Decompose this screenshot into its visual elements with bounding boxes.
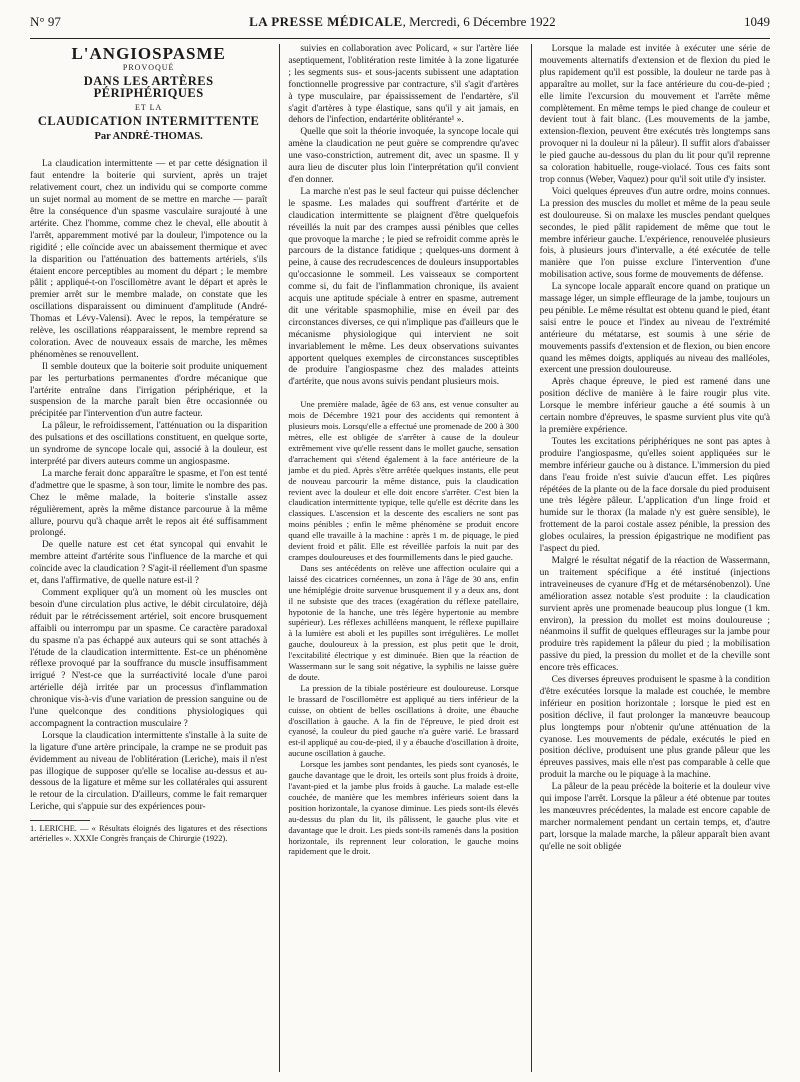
issue-date: Mercredi, 6 Décembre 1922: [409, 14, 556, 29]
paragraph: Lorsque la claudication intermittente s'installe à la suite de la ligature d'une artère principale, la crampe ne se produit pas évidemment au niveau de l'oblitération (Leriche), mais il n'est pas illogique de supposer qu'elle se localise au-dessus et au-dessous de la ligature et même sur les collatérales qui assurent le retour de la circulation. D'ailleurs, comme le fait remarquer Leriche, qui s'appuie sur des expériences pour-: [30, 730, 268, 813]
footnote-divider: [30, 820, 90, 821]
paragraph: La marche n'est pas le seul facteur qui puisse déclencher le spasme. Les malades qui souffrent d'artérite et de claudication intermittente se plaignent d'être quelquefois réveillés la nuit par des crampes aussi pénibles que celles que provoque la marche ; le pied se refroidit comme après le parcours de la distance fatidique ; quelques-uns dorment à peine, à cause des recrudescences de douleurs insupportables qu'occasionne le sommeil. Les vaisseaux se comportent comme si, du fait de l'inflammation chronique, ils avaient acquis une aptitude spéciale à entrer en spasme, autrement dit une véritable spasmophilie, mise en éveil par des circonstances diverses, ce qui n'implique pas d'ailleurs que le mécanisme physiologique qui intervient ne soit invariablement le même. Les deux observations suivantes apportent quelques exemples de circonstances susceptibles de produire l'angiospasme chez des malades atteints d'artérite, que nous avons suivis pendant plusieurs mois.: [288, 186, 519, 388]
column-3: [531, 44, 770, 1072]
article-title: L'ANGIOSPASME: [71, 44, 226, 63]
page-number: 1049: [743, 14, 770, 29]
paragraph: suivies en collaboration avec Policard, « sur l'artère liée aseptiquement, l'oblitération reste limitée à la zone ligaturée ; les segments sus- et sous-jacents subissent une adaptation fonctionnelle progressive par contracture, s'il s'agit d'artères à type musculaire, par épaississement de l'endartère, s'il s'agit d'artères à type élastique, sans qu'il y ait jamais, en dehors de l'infection, endartérite oblitérante¹ ».: [288, 44, 519, 126]
section-spacer: [288, 389, 518, 399]
paragraph: Voici quelques épreuves d'un autre ordre, moins connues. La pression des muscles du mollet et même de la peau seule est douloureuse. Si on malaxe les muscles pendant quelques secondes, le pied pâlit rapidement de même que tout le membre inférieur gauche. L'expérience, renouvelée plusieurs fois, à plusieurs jours d'intervalle, a été exécutée de telle manière que l'on puisse exclure l'intervention d'une mobilisation active, sous forme de mouvements de défense.: [539, 186, 770, 281]
page-header: [30, 14, 770, 39]
paragraph: La marche ferait donc apparaître le spasme, et l'on est tenté d'admettre que le spasme, à son tour, limite le nombre des pas. Chez le même malade, la boiterie s'installe assez régulièrement, après la même distance parcourue à la même allure, pourvu qu'à chaque arrêt le repos ait été suffisamment prolongé.: [30, 468, 268, 539]
article-columns: [30, 44, 770, 1074]
article-author: Par ANDRÉ-THOMAS.: [94, 131, 203, 143]
paragraph: Malgré le résultat négatif de la réaction de Wassermann, un traitement spécifique a été institué (injections intraveineuses de cyanure d'Hg et de métarsénobenzol). Une amélioration assez notable s'est produite : la claudication survient après une promenade beaucoup plus longue (1 km. environ), la pression du mollet est moins douloureuse ; néanmoins il suffit de quelques effleurages sur la jambe pour produire très rapidement la pâleur du pied ; la mobilisation passive du pied, la pression du mollet et de la cheville sont encore très efficaces.: [539, 555, 770, 674]
case-paragraph: Lorsque les jambes sont pendantes, les pieds sont cyanosés, le gauche davantage que le droit, les orteils sont plus froids à droite, l'avant-pied et la jambe plus froids à gauche. La malade est-elle couchée, de manière que les membres inférieurs soient dans la position horizontale, la cyanose diminue. Les pieds sont-ils élevés au-dessus du plan du lit, ils pâlissent, le gauche plus vite et davantage que le droit. Les pieds sont-ils ramenés dans la position horizontale, ils reprennent leur coloration, le gauche moins rapidement que le droit.: [288, 759, 519, 857]
article-subtitle-2: CLAUDICATION INTERMITTENTE: [37, 113, 260, 128]
case-paragraph: Une première malade, âgée de 63 ans, est venue consulter au mois de Décembre 1921 pour des accidents qui remontent à plusieurs mois. Lorsqu'elle a effectué une promenade de 200 à 300 mètres, elle est obligée de s'arrêter à cause de la douleur extrêmement vive qu'elle ressent dans le mollet gauche, sensation d'arrachement qui s'étend également à la face antérieure de la jambe et du pied. Après s'être arrêtée quelques instants, elle peut de nouveau parcourir la même distance, puis la claudication revient avec la douleur et elle doit encore s'arrêter. C'est bien la claudication intermittente typique, telle qu'elle est décrite dans les classiques. L'ascension et la descente des escaliers ne sont pas moins pénibles ; enfin le même phénomène se produit encore quand elle travaille à la machine : après 1 m. de piquage, le pied devient froid et pâlit. Elle est réveillée parfois la nuit par des crampes douloureuses et des fourmillements dans le pied gauche.: [288, 399, 519, 562]
case-report: [288, 399, 518, 857]
column-2: [279, 44, 518, 1072]
paragraph: Après chaque épreuve, le pied est ramené dans une position déclive de manière à le faire rougir plus vite. Lorsque le membre inférieur gauche a été soumis à un certain nombre d'épreuves, le spasme survient plus vite qu'à la première expérience.: [539, 377, 770, 435]
paragraph: Comment expliquer qu'à un moment où les muscles ont besoin d'une circulation plus active, le débit circulatoire, déjà réduit par le rétrécissement artériel, soit encore brusquement affaibli ou interrompu par un spasme. Ce caractère paradoxal du spasme n'a pas échappé aux auteurs qui se sont attachés à l'étude de la claudication intermittente. Est-ce un phénomène réflexe provoqué par la souffrance du muscle insuffisamment irrigué ? N'est-ce que la surréactivité locale d'une paroi artérielle déjà irritée par un processus d'inflammation chronique vis-à-vis d'une variation de pression sanguine ou de l'une quelconque des conditions physiologiques qui accompagnent la contraction musculaire ?: [30, 587, 268, 729]
paragraph: La claudication intermittente — et par cette désignation il faut entendre la boiterie qui survient, après un trajet relativement court, chez un individu qui se comporte comme un sujet normal au moment de se mettre en marche — paraît être la conséquence d'un spasme vasculaire surajouté à une artérite. Chez l'homme, comme chez le cheval, elle aboutit à l'arrêt, apparemment motivé par la douleur, l'impotence ou la rigidité ; elle coïncide avec un abaissement thermique et avec la disparition ou l'atténuation des battements artériels, s'ils étaient encore perceptibles au moment du départ ; le membre pâlit ; appliqué-t-on l'oscillomètre avant le départ et après le premier arrêt sur le membre malade, on constate que les oscillations disparaissent ou diminuent d'amplitude (André-Thomas et Lévy-Valensi). Avec le repos, la température se relève, les oscillations réapparaissent, le membre reprend sa coloration. Avec de nouveaux essais de marche, les mêmes phénomènes se renouvellent.: [30, 159, 268, 360]
paragraph: Ces diverses épreuves produisent le spasme à la condition d'être exécutées lorsque la malade est couchée, le membre inférieur en position horizontale ; lorsque le pied est en position déclive, il faut prolonger la manœuvre beaucoup plus longtemps pour n'obtenir qu'une atténuation de la cyanose. Les mouvements de pédale, exécutés le pied en position déclive, produisent une plus grande pâleur que les épreuves passives, mais elle n'est pas comparable à celle que produit la marche ou le piquage à la machine.: [539, 675, 770, 781]
journal-name: LA PRESSE MÉDICALE: [249, 14, 403, 29]
footnote-text: 1. LERICHE. — « Résultats éloignés des ligatures et des résections artérielles ». XXXIe Congrès français de Chirurgie (1922).: [30, 824, 268, 844]
paragraph: La pâleur, le refroidissement, l'atténuation ou la disparition des pulsations et des oscillations constituent, en quelque sorte, un syndrome de syncope locale qui, associé à la douleur, est interprété par divers auteurs comme un angiospasme.: [30, 421, 268, 467]
paragraph: La syncope locale apparaît encore quand on pratique un massage léger, un simple effleurage de la jambe, toujours un peu pénible. Le même résultat est obtenu quand le pied, étant saisi entre le pouce et l'index au niveau de l'extrémité antérieure du métatarse, est soumis à une série de mouvements passifs d'extension et de flexion, ou bien encore quand les mêmes doigts, appliqués au niveau des malléoles, exercent une pression douloureuse.: [539, 282, 770, 376]
journal-line: LA PRESSE MÉDICALE, Mercredi, 6 Décembre 1922: [249, 14, 556, 29]
article-subtitle-1: DANS LES ARTÈRES PÉRIPHÉRIQUES: [83, 73, 214, 100]
paragraph: La pâleur de la peau précède la boiterie et la douleur vive qui impose l'arrêt. Lorsque la pâleur a été obtenue par toutes les manœuvres précédentes, la malade est encore capable de marcher normalement pendant un certain temps, et, d'autre part, lorsque la malade marche, la pâleur apparaît bien avant qu'elle ne soit obligée: [539, 782, 770, 852]
article-title-block: [30, 44, 267, 143]
footnote: [30, 824, 267, 844]
column-1: [30, 44, 267, 1072]
case-paragraph: La pression de la tibiale postérieure est douloureuse. Lorsque le brassard de l'oscillomètre est appliqué au tiers inférieur de la cuisse, on obtient de belles oscillations à droite, une ébauche d'oscillation à gauche. A la fin de l'épreuve, le pied droit est cyanosé, la couleur du pied gauche n'a guère varié. Le brassard est-il appliqué au cou-de-pied, il y a ébauche d'oscillation à droite, aucune oscillation à gauche.: [288, 682, 519, 759]
paragraph: Lorsque la malade est invitée à exécuter une série de mouvements alternatifs d'extension et de flexion du pied le plus rapidement qu'il est possible, la douleur ne tarde pas à apparaître au mollet, sur la face antérieure du cou-de-pied ; elle limite l'excursion du mouvement et l'arrête même complètement. En même temps le pied change de couleur et devient tout à fait blanc. (Les mouvements de la jambe, extension-flexion, peuvent être exécutés très longtemps sans provoquer ni la douleur ni la pâleur). Il suffit alors d'abaisser le pied gauche au-dessous du plan du lit pour qu'il reprenne sa coloration habituelle, rouge-violacé. Tous ces faits sont trop connus (Weber, Vaquez) pour qu'il soit utile d'y insister.: [539, 44, 770, 185]
paragraph: De quelle nature est cet état syncopal qui envahit le membre atteint d'artérite sous l'influence de la marche et qui coïncide avec la claudication ? S'agit-il réellement d'un spasme et, dans l'affirmative, de quelle nature est-il ?: [30, 540, 268, 587]
case-paragraph: Dans ses antécédents on relève une affection oculaire qui a laissé des cicatrices cornéennes, un zona à l'âge de 30 ans, enfin une hémiplégie droite survenue brusquement il y a deux ans, dont il ne subsiste que des traces (exagération du réflexe patellaire, hypotonie de la hanche, une très légère hypertonie au membre supérieur). Les réflexes achilléens manquent, le réflexe pupillaire à la lumière est aboli et les pupilles sont irrégulières. Le mollet gauche, douloureux à la pression, est plus petit que le droit, l'excitabilité électrique y est diminuée. Bien que la réaction de Wassermann sur le sang soit négative, la syphilis ne laisse guère de doute.: [288, 562, 519, 682]
paragraph: Toutes les excitations périphériques ne sont pas aptes à produire l'angiospasme, qu'elles soient appliquées sur le membre inférieur gauche ou à distance. L'immersion du pied dans l'eau froide n'est suivie d'aucun effet. Les piqûres répétées de la plante ou de la face dorsale du pied produisent une très légère pâleur. L'application d'un linge froid et humide sur le thorax (la malade n'y est guère sensible), le frottement de la paroi costale assez pénible, la pression des globes oculaires, la pression épigastrique ne modifient pas l'aspect du pied.: [539, 436, 770, 555]
paragraph: Il semble douteux que la boiterie soit produite uniquement par les perturbations permanentes d'ordre mécanique que l'artérite entraîne dans l'irrigation périphérique, et la suspension de la marche paraît bien être occasionnée ou précipitée par l'intervention d'un autre facteur.: [30, 361, 268, 420]
paragraph: Quelle que soit la théorie invoquée, la syncope locale qui amène la claudication ne peut guère se comprendre qu'avec une vaso-constriction, autrement dit, avec un spasme. Il y aura lieu de discuter plus loin l'interprétation qu'il convient d'en donner.: [288, 127, 519, 185]
title-et-la: ET LA: [135, 102, 163, 112]
title-provoque: PROVOQUÉ: [122, 62, 175, 72]
issue-number: N° 97: [30, 14, 61, 29]
